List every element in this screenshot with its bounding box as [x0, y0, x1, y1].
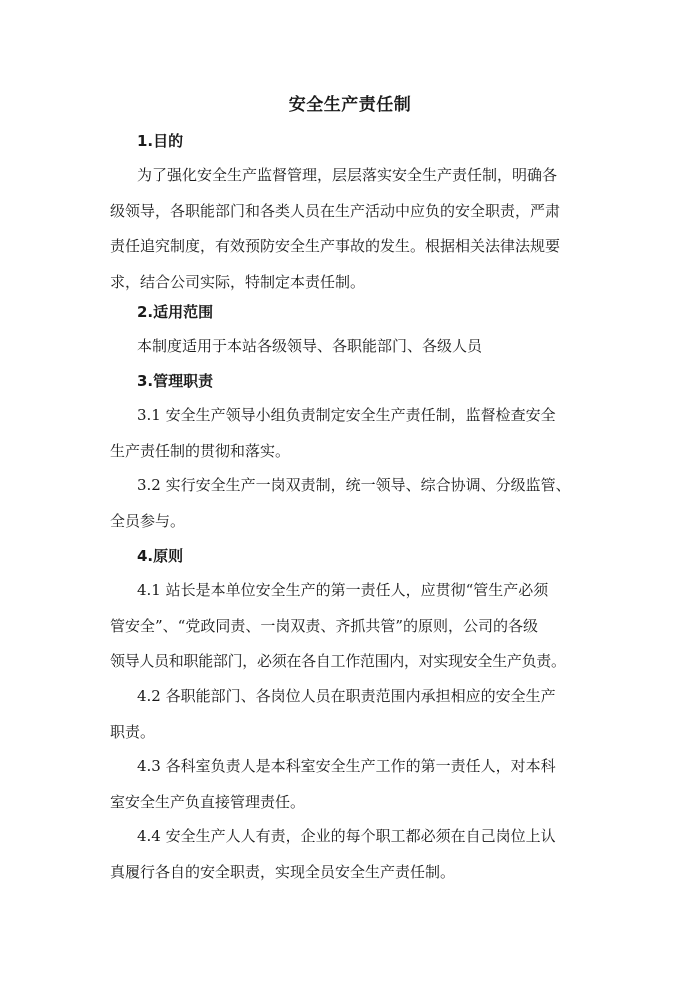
paragraph-line: 4.2 各职能部门、各岗位人员在职责范围内承担相应的安全生产: [137, 687, 556, 705]
paragraph-line: 4.4 安全生产人人有责，企业的每个职工都必须在自己岗位上认: [137, 827, 556, 845]
paragraph-scope: [137, 329, 599, 365]
paragraph-line: 求，结合公司实际，特制定本责任制。: [110, 272, 366, 291]
paragraph-4-3: [110, 749, 599, 820]
paragraph-line: 4.1 站长是本单位安全生产的第一责任人，应贯彻“管生产必须: [137, 581, 549, 599]
document-title: 安全生产责任制: [288, 95, 412, 115]
section-heading-responsibilities: 3.管理职责: [137, 372, 214, 390]
paragraph-line: 4.3 各科室负责人是本科室安全生产工作的第一责任人，对本科: [137, 757, 556, 775]
paragraph-line: 本制度适用于本站各级领导、各职能部门、各级人员: [137, 337, 483, 355]
paragraph-line: 3.1 安全生产领导小组负责制定安全生产责任制，监督检查安全: [137, 406, 556, 424]
paragraph-line: 管安全”、“党政同责、一岗双责、齐抓共管”的原则，公司的各级: [110, 616, 539, 635]
paragraph-line: 全员参与。: [110, 511, 186, 530]
paragraph-line: 责任追究制度，有效预防安全生产事故的发生。根据相关法律法规要: [110, 237, 561, 255]
section-heading-principles: 4.原则: [137, 547, 184, 565]
section-heading-scope: 2.适用范围: [137, 303, 214, 321]
paragraph-4-2: [110, 679, 599, 750]
paragraph-4-1: [110, 573, 599, 680]
paragraph-line: 真履行各自的安全职责，实现全员安全生产责任制。: [110, 862, 456, 881]
paragraph-purpose: [110, 158, 599, 300]
paragraph-3-2: [110, 468, 599, 539]
paragraph-line: 领导人员和职能部门，必须在各自工作范围内，对实现安全生产负责。: [110, 652, 566, 670]
paragraph-3-1: [110, 398, 599, 469]
paragraph-line: 职责。: [110, 722, 156, 741]
paragraph-line: 级领导，各职能部门和各类人员在生产活动中应负的安全职责，严肃: [110, 201, 561, 220]
section-heading-purpose: 1.目的: [137, 132, 184, 150]
paragraph-line: 为了强化安全生产监督管理，层层落实安全生产责任制，明确各: [137, 166, 558, 184]
paragraph-line: 室安全生产负直接管理责任。: [110, 792, 306, 811]
paragraph-4-4: [110, 819, 599, 890]
paragraph-line: 3.2 实行安全生产一岗双责制，统一领导、综合协调、分级监管、: [137, 476, 571, 494]
paragraph-line: 生产责任制的贯彻和落实。: [110, 441, 291, 460]
